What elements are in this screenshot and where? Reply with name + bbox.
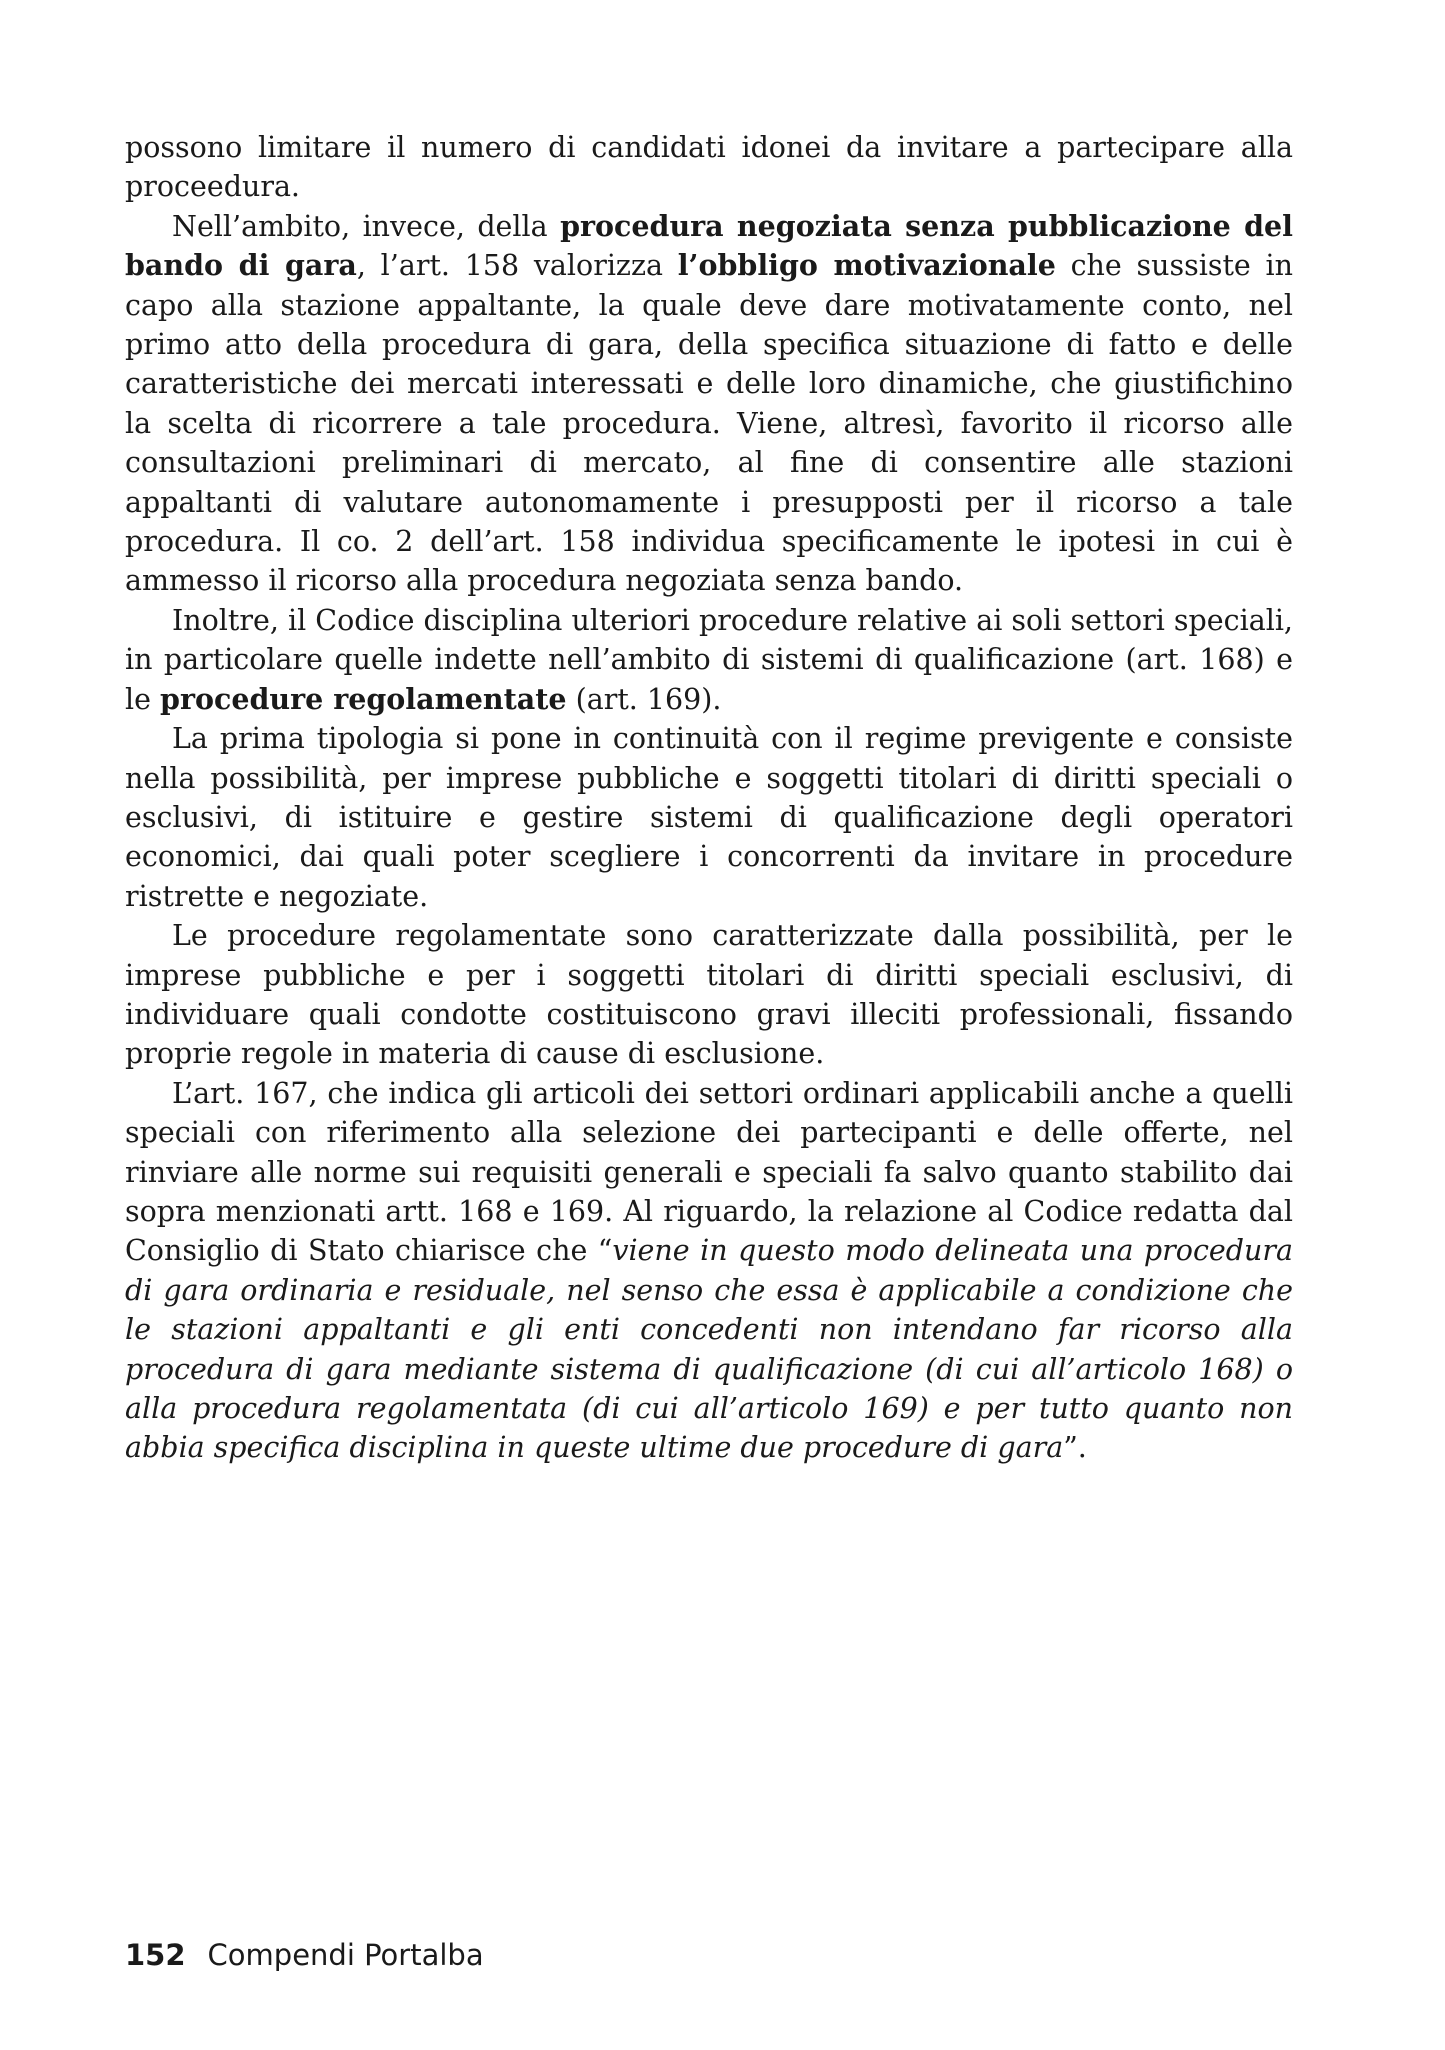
paragraph — [125, 128, 1293, 207]
text-run: L’art. 167, che indica gli articoli dei settori ordinari applicabili anche a quelli speciali con riferimento alla selezione dei partecipanti e delle offerte, nel rinviare alle norme sui requisiti generali e speciali fa salvo quanto stabilito dai sopra menzionati artt. 168 e 169. Al riguardo, la relazione al Codice redatta dal Consiglio di Stato chiarisce che “ — [125, 1076, 1293, 1268]
bold-term: procedure regolamentate — [160, 681, 567, 716]
paragraph — [125, 207, 1293, 601]
text-run: che sussiste in capo alla stazione appaltante, la quale deve dare motivatamente conto, nel primo atto della procedura di gara, della specifica situazione di fatto e delle caratteristiche dei mercati interessati e delle loro dinamiche, che giustifichino la scelta di ricorrere a tale procedura. Viene, altresì, favorito il ricorso alle consultazioni preliminari di mercato, al fine di consentire alle stazioni appaltanti di valutare autonomamente i presupposti per il ricorso a tale procedura. Il co. 2 dell’art. 158 individua specificamente le ipotesi in cui è ammesso il ricorso alla procedura negoziata senza bando. — [125, 249, 1294, 598]
text-run: Nell’ambito, invece, della — [172, 209, 561, 243]
page-number: 152 — [125, 1938, 186, 1972]
italic-quote: viene in questo modo delineata una procedura di gara ordinaria e residuale, nel senso che essa è applicabile a condizione che le stazioni appaltanti e gli enti concedenti non intendano far ricorso alla procedura di gara mediante sistema di qualificazione (di cui all’articolo 168) o alla procedura regolamentata (di cui all’articolo 169) e per tutto quanto non abbia specifica disciplina in queste ultime due procedure di gara — [125, 1234, 1293, 1465]
paragraph — [125, 1074, 1293, 1468]
series-title: Compendi Portalba — [207, 1938, 484, 1972]
text-run: (art. 169). — [566, 682, 722, 716]
text-run: , l’art. 158 valorizza — [356, 249, 678, 283]
text-run: La prima tipologia si pone in continuità con il regime previgente e consiste nella possibilità, per imprese pubbliche e soggetti titolari di diritti speciali o esclusivi, di istituire e gestire sistemi di qualificazione degli operatori economici, dai quali poter scegliere i concorrenti da invitare in procedure ristrette e negoziate. — [125, 722, 1293, 913]
paragraph — [125, 601, 1293, 719]
page-body — [125, 128, 1293, 1468]
paragraph — [125, 719, 1293, 916]
page-footer — [125, 1938, 484, 1972]
paragraph — [125, 916, 1293, 1074]
text-run: Le procedure regolamentate sono caratterizzate dalla possibilità, per le imprese pubbliche e per i soggetti titolari di diritti speciali esclusivi, di individuare quali condotte costituiscono gravi illeciti professionali, fissando proprie regole in materia di cause di esclusione. — [125, 919, 1293, 1071]
text-run: ”. — [1063, 1431, 1087, 1465]
text-run: possono limitare il numero di candidati idonei da invitare a partecipare alla proceedura. — [125, 131, 1293, 204]
bold-term: procedura negoziata senza pubblicazione del bando di gara — [125, 208, 1293, 283]
text-run: Inoltre, il Codice disciplina ulteriori procedure relative ai soli settori speciali, in particolare quelle indette nell’ambito di sistemi di qualificazione (art. 168) e le — [125, 603, 1293, 716]
bold-term: l’obbligo motivazionale — [677, 248, 1056, 283]
